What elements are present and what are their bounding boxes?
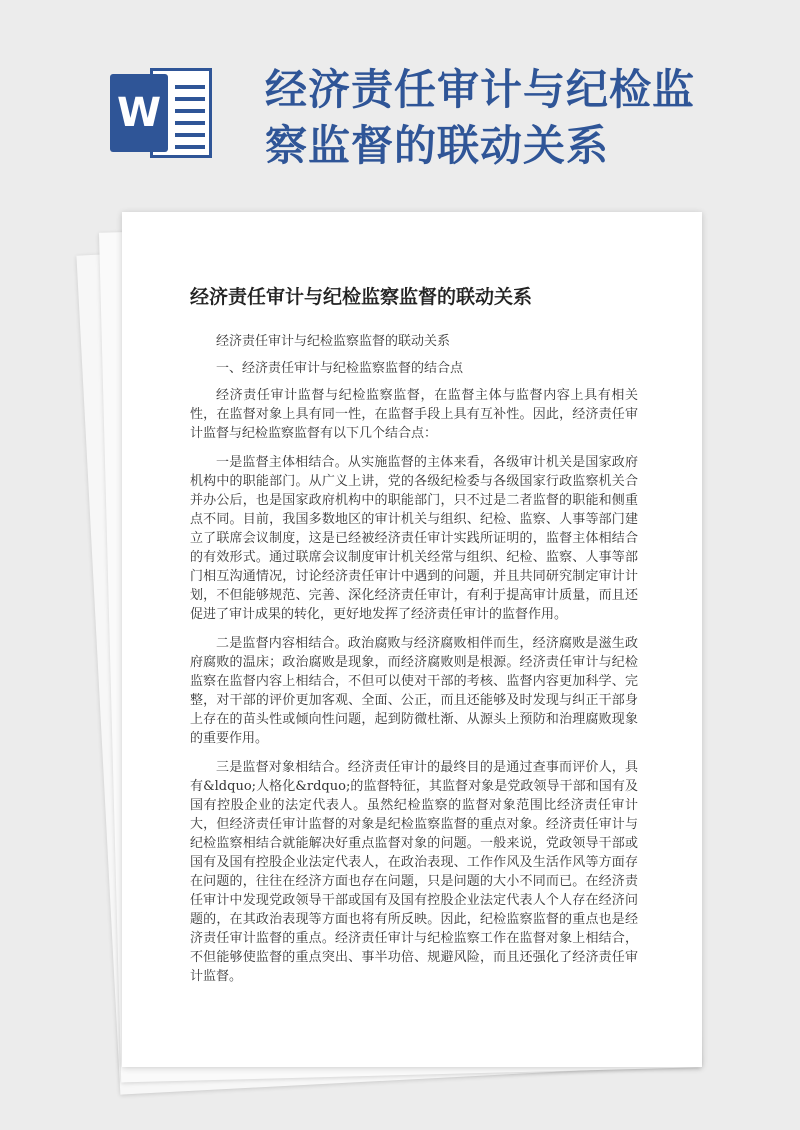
document-title: 经济责任审计与纪检监察监督的联动关系: [265, 65, 696, 170]
word-line: [175, 121, 205, 125]
word-line: [175, 85, 205, 89]
word-line: [175, 145, 205, 149]
page-subheading: 经济责任审计与纪检监察监督的联动关系: [216, 334, 451, 349]
page-content: [190, 332, 638, 996]
section-title: 一、经济责任审计与纪检监察监督的结合点: [216, 361, 464, 376]
word-document-icon: [110, 68, 218, 158]
word-line: [175, 133, 205, 137]
paragraph: 一是监督主体相结合。从实施监督的主体来看，各级审计机关是国家政府机构中的职能部门。从广义上讲，党的各级纪检委与各级国家行政监察机关合并办公后，也是国家政府机构中的职能部门，只不过是二者监督的职能和侧重点不同。目前，我国多数地区的审计机关与组织、纪检、监察、人事等部门建立了联席会议制度，这是已经被经济责任审计实践所证明的，监督主体相结合的有效形式。通过联席会议制度审计机关经常与组织、纪检、监察、人事等部门相互沟通情况，讨论经济责任审计中遇到的问题，并且共同研究制定审计计划，不但能够规范、完善、深化经济责任审计，有利于提高审计质量，而且还促进了审计成果的转化，更好地发挥了经济责任审计的监督作用。: [190, 455, 638, 622]
paragraph: 三是监督对象相结合。经济责任审计的最终目的是通过查事而评价人，具有&ldquo;人格化&rdquo;的监督特征，其监督对象是党政领导干部和国有及国有控股企业的法定代表人。虽然纪检监察的监督对象范围比经济责任审计大，但经济责任审计监督的对象是纪检监察监督的重点对象。经济责任审计与纪检监察相结合就能解决好重点监督对象的问题。一般来说，党政领导干部或国有及国有控股企业法定代表人，在政治表现、工作作风及生活作风等方面存在问题的，往往在经济方面也存在问题，只是问题的大小不同而已。在经济责任审计中发现党政领导干部或国有及国有控股企业法定代表人个人存在经济问题的，在其政治表现等方面也将有所反映。因此，纪检监察监督的重点也是经济责任审计监督的重点。经济责任审计与纪检监察工作在监督对象上相结合，不但能够使监督的重点突出、事半功倍、规避风险，而且还强化了经济责任审计监督。: [190, 760, 638, 984]
word-line: [175, 97, 205, 101]
paragraph: 二是监督内容相结合。政治腐败与经济腐败相伴而生，经济腐败是滋生政府腐败的温床；政治腐败是现象，而经济腐败则是根源。经济责任审计与纪检监察在监督内容上相结合，不但可以使对干部的考核、监督内容更加科学、完整，对干部的评价更加客观、全面、公正，而且还能够及时发现与纠正干部身上存在的苗头性或倾向性问题，起到防微杜渐、从源头上预防和治理腐败现象的重要作用。: [190, 636, 638, 746]
preview-header: [0, 0, 800, 200]
word-badge: W: [110, 74, 168, 152]
page-heading: 经济责任审计与纪检监察监督的联动关系: [190, 286, 533, 308]
word-line: [175, 109, 205, 113]
paragraph: 经济责任审计监督与纪检监察监督，在监督主体与监督内容上具有相关性，在监督对象上具有同一性，在监督手段上具有互补性。因此，经济责任审计监督与纪检监察监督有以下几个结合点：: [190, 388, 638, 441]
document-page: [122, 212, 702, 1067]
